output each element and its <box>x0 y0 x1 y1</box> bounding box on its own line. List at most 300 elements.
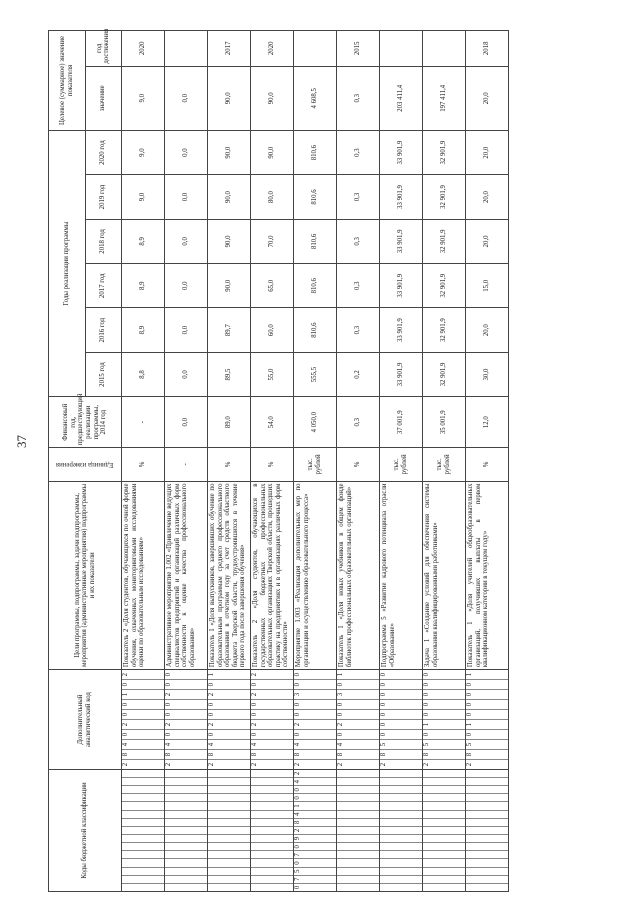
budget-code-digit <box>380 786 422 794</box>
budget-code-digit <box>380 835 422 843</box>
fin-year-value: - <box>122 397 165 448</box>
extra-code-digit: 0 <box>165 730 207 740</box>
budget-code-digit <box>251 819 293 827</box>
program-indicators-table <box>48 30 509 892</box>
budget-code-digit <box>380 794 422 802</box>
extra-code-digit: 1 <box>423 720 465 730</box>
budget-code-digit <box>466 819 508 827</box>
budget-code-digit <box>380 868 422 876</box>
budget-code-cell <box>208 769 251 891</box>
year-value: 55,0 <box>251 352 294 396</box>
budget-code-digit <box>165 876 207 884</box>
budget-code-digit <box>165 786 207 794</box>
table-row <box>208 31 251 892</box>
year-value: 810,6 <box>294 308 337 352</box>
table-row <box>251 31 294 892</box>
budget-code-digit <box>423 876 465 884</box>
budget-code-digit <box>380 843 422 851</box>
budget-code-digit <box>466 835 508 843</box>
budget-code-digit <box>466 851 508 859</box>
header-fin-year: Финансовый год, предшествующий реализации программы, 2014 год <box>49 397 122 448</box>
budget-code-digit <box>122 786 164 794</box>
budget-code-digit <box>380 802 422 810</box>
year-value: 32 901,9 <box>423 308 466 352</box>
budget-code-digit <box>380 859 422 867</box>
extra-code-digit: 2 <box>294 762 301 767</box>
budget-code-digit <box>251 786 293 794</box>
extra-code-digit: 5 <box>466 740 508 750</box>
extra-code-digit: 0 <box>380 680 422 690</box>
extra-code-digit: 3 <box>337 690 379 700</box>
unit-cell: % <box>208 448 251 481</box>
budget-code-digit <box>122 884 164 891</box>
budget-code-digit <box>251 876 293 884</box>
extra-code-digit: 2 <box>208 762 215 767</box>
budget-code-digit <box>251 802 293 810</box>
extra-code-digit: 4 <box>165 740 207 750</box>
budget-code-digit <box>423 802 465 810</box>
budget-code-digit: 4 <box>294 811 336 819</box>
budget-code-digit <box>337 843 379 851</box>
budget-code-digit <box>380 811 422 819</box>
fin-year-value: 54,0 <box>251 397 294 448</box>
year-value: 33 901,9 <box>380 130 423 174</box>
extra-code-digit: 8 <box>251 750 293 760</box>
budget-code-digit <box>337 851 379 859</box>
budget-code-digit <box>208 835 250 843</box>
extra-code-digit: 0 <box>122 680 164 690</box>
year-value: 33 901,9 <box>380 219 423 263</box>
budget-code-digit <box>208 868 250 876</box>
budget-code-digit <box>423 778 465 786</box>
header-year-2020: 2020 год <box>85 130 122 174</box>
budget-code-digit: 7 <box>294 851 336 859</box>
budget-code-digit <box>208 770 250 778</box>
budget-code-cell <box>423 769 466 891</box>
extra-code-digit: 1 <box>337 670 379 680</box>
budget-code-digit <box>337 786 379 794</box>
year-value: 33 901,9 <box>380 308 423 352</box>
year-value: 9,0 <box>122 130 165 174</box>
budget-code-digit <box>208 876 250 884</box>
target-value: 197 411,4 <box>423 66 466 130</box>
year-value: 9,0 <box>122 175 165 219</box>
target-value: 90,0 <box>208 66 251 130</box>
extra-code-cell <box>165 670 208 770</box>
extra-code-digit: 4 <box>337 740 379 750</box>
year-value: 8,9 <box>122 264 165 308</box>
extra-code-digit: 2 <box>423 762 430 767</box>
budget-code-digit <box>165 884 207 891</box>
year-value: 0,0 <box>165 308 208 352</box>
extra-code-digit: 8 <box>423 750 465 760</box>
budget-code-digit <box>251 843 293 851</box>
indicator-description: Показатель 1 «Доля выпускников, завершивших обучение по образовательным программам среднего профессионального образования в отчетном году за счет средств областного бюджета Тверской области, трудоустроившихся в течение первого года после завершения обучения» <box>208 481 251 670</box>
year-value: 60,0 <box>251 308 294 352</box>
extra-code-digit: 0 <box>165 700 207 710</box>
extra-code-cell <box>208 670 251 770</box>
extra-code-digit: 0 <box>423 710 465 720</box>
budget-code-digit <box>423 819 465 827</box>
extra-code-cell <box>380 670 423 770</box>
indicator-description: Показатель 1 «Доля учителей общеобразовательных организаций, получивших выплаты в первом квалификационном категории в текущем году» <box>466 481 509 670</box>
year-value: 90,0 <box>208 219 251 263</box>
budget-code-digit <box>165 811 207 819</box>
budget-code-digit <box>208 811 250 819</box>
budget-code-digit <box>165 843 207 851</box>
fin-year-value: 12,0 <box>466 397 509 448</box>
year-value: 8,9 <box>122 219 165 263</box>
year-value: 0,0 <box>165 352 208 396</box>
extra-code-digit: 0 <box>122 710 164 720</box>
table-row <box>337 31 380 892</box>
year-value: 80,0 <box>251 175 294 219</box>
budget-code-digit <box>337 884 379 891</box>
year-value: 0,0 <box>165 130 208 174</box>
header-unit: Единица измерения <box>49 448 122 481</box>
extra-code-cell <box>294 670 337 770</box>
target-value: 0,0 <box>165 66 208 130</box>
header-year-2017: 2017 год <box>85 264 122 308</box>
budget-code-digit <box>466 843 508 851</box>
budget-code-digit <box>208 819 250 827</box>
budget-code-digit <box>466 770 508 778</box>
extra-code-cell <box>122 670 165 770</box>
extra-code-digit: 0 <box>380 730 422 740</box>
budget-code-digit: 0 <box>294 786 336 794</box>
extra-code-digit: 2 <box>122 670 164 680</box>
budget-code-digit <box>251 811 293 819</box>
extra-code-digit: 0 <box>380 720 422 730</box>
budget-code-digit <box>337 868 379 876</box>
year-value: 0,3 <box>337 130 380 174</box>
header-target-value: значение <box>85 66 122 130</box>
budget-code-digit: 0 <box>294 859 336 867</box>
extra-code-digit: 0 <box>380 710 422 720</box>
extra-code-digit: 8 <box>165 750 207 760</box>
table-row <box>466 31 509 892</box>
budget-code-digit <box>122 778 164 786</box>
year-value: 810,6 <box>294 130 337 174</box>
budget-code-digit <box>423 827 465 835</box>
budget-code-digit <box>165 770 207 778</box>
budget-code-digit <box>251 794 293 802</box>
extra-code-digit: 0 <box>165 680 207 690</box>
unit-cell: % <box>337 448 380 481</box>
year-value: 20,0 <box>466 219 509 263</box>
budget-code-digit <box>208 778 250 786</box>
extra-code-digit: 0 <box>423 730 465 740</box>
target-year <box>423 31 466 67</box>
year-value: 33 901,9 <box>380 264 423 308</box>
target-value: 4 608,5 <box>294 66 337 130</box>
extra-code-digit: 2 <box>165 720 207 730</box>
budget-code-digit <box>208 827 250 835</box>
extra-code-digit: 2 <box>251 762 258 767</box>
extra-code-digit: 0 <box>337 680 379 690</box>
budget-code-digit <box>165 868 207 876</box>
fin-year-value: 35 001,9 <box>423 397 466 448</box>
target-value: 90,0 <box>251 66 294 130</box>
header-extra-code: Дополнительный аналитический код <box>49 670 122 770</box>
target-value: 203 411,4 <box>380 66 423 130</box>
extra-code-digit: 0 <box>466 730 508 740</box>
extra-code-digit: 2 <box>337 720 379 730</box>
extra-code-digit: 2 <box>337 762 344 767</box>
year-value: 89,7 <box>208 308 251 352</box>
extra-code-digit: 0 <box>423 670 465 680</box>
fin-year-value: 37 001,9 <box>380 397 423 448</box>
unit-cell: % <box>251 448 294 481</box>
extra-code-cell <box>337 670 380 770</box>
header-year-2016: 2016 год <box>85 308 122 352</box>
target-value: 9,0 <box>122 66 165 130</box>
target-year: 2015 <box>337 31 380 67</box>
extra-code-digit: 2 <box>380 762 387 767</box>
extra-code-digit: 0 <box>122 730 164 740</box>
year-value: 32 901,9 <box>423 264 466 308</box>
budget-code-digit: 4 <box>294 778 336 786</box>
budget-code-digit: 7 <box>294 876 336 884</box>
indicator-description: Показатель 2 «Доля студентов, обучающихся по очной форме обучения, охваченных мониторинговыми исследованиями оценки по образовательным исследованиям» <box>122 481 165 670</box>
budget-code-digit <box>423 835 465 843</box>
extra-code-digit: 4 <box>122 740 164 750</box>
extra-code-digit: 2 <box>122 720 164 730</box>
budget-code-digit <box>165 859 207 867</box>
extra-code-digit: 0 <box>122 700 164 710</box>
fin-year-value: 4 050,0 <box>294 397 337 448</box>
indicator-description: Мероприятие 1.003 «Реализация дополнительных мер по организации и осуществлению образовательного процесса» <box>294 481 337 670</box>
year-value: 8,8 <box>122 352 165 396</box>
extra-code-digit: 1 <box>466 720 508 730</box>
year-value: 90,0 <box>208 175 251 219</box>
extra-code-digit: 5 <box>423 740 465 750</box>
extra-code-digit: 0 <box>251 710 293 720</box>
budget-code-digit <box>251 868 293 876</box>
budget-code-digit: 2 <box>294 827 336 835</box>
table-row <box>380 31 423 892</box>
budget-code-digit <box>208 843 250 851</box>
year-value: 20,0 <box>466 175 509 219</box>
header-year-2019: 2019 год <box>85 175 122 219</box>
budget-code-digit: 5 <box>294 868 336 876</box>
extra-code-digit: 2 <box>165 690 207 700</box>
budget-code-digit <box>122 819 164 827</box>
extra-code-digit: 8 <box>208 750 250 760</box>
year-value: 8,9 <box>122 308 165 352</box>
extra-code-digit: 0 <box>294 680 336 690</box>
extra-code-digit: 4 <box>208 740 250 750</box>
extra-code-digit: 0 <box>466 700 508 710</box>
budget-code-digit: 0 <box>294 843 336 851</box>
extra-code-cell <box>423 670 466 770</box>
year-value: 0,0 <box>165 264 208 308</box>
year-value: 0,3 <box>337 264 380 308</box>
budget-code-digit <box>251 859 293 867</box>
extra-code-digit: 0 <box>423 700 465 710</box>
budget-code-digit <box>423 770 465 778</box>
year-value: 32 901,9 <box>423 175 466 219</box>
extra-code-digit: 8 <box>294 750 336 760</box>
budget-code-digit <box>208 794 250 802</box>
target-year <box>294 31 337 67</box>
extra-code-digit: 0 <box>165 710 207 720</box>
budget-code-digit <box>165 835 207 843</box>
unit-cell: % <box>122 448 165 481</box>
budget-code-digit <box>337 859 379 867</box>
budget-code-digit <box>466 802 508 810</box>
budget-code-digit <box>466 811 508 819</box>
budget-code-digit <box>122 794 164 802</box>
budget-code-digit <box>251 835 293 843</box>
rotated-table-sheet <box>48 30 640 892</box>
budget-code-digit <box>380 827 422 835</box>
extra-code-digit: 3 <box>294 690 336 700</box>
budget-code-cell <box>380 769 423 891</box>
extra-code-digit: 2 <box>251 670 293 680</box>
indicator-description: Административное мероприятие 1.002 «Привлечение ведущих специалистов предприятий и организаций различных форм собственности к оценке качества профессионального образования» <box>165 481 208 670</box>
budget-code-digit <box>122 851 164 859</box>
extra-code-digit: 2 <box>251 690 293 700</box>
extra-code-digit: 0 <box>380 690 422 700</box>
budget-code-digit <box>122 770 164 778</box>
budget-code-digit <box>423 786 465 794</box>
year-value: 32 901,9 <box>423 352 466 396</box>
extra-code-digit: 0 <box>466 710 508 720</box>
unit-cell: тыс. рублей <box>380 448 423 481</box>
fin-year-value: 0,3 <box>337 397 380 448</box>
table-row <box>122 31 165 892</box>
header-target-group: Целевое (суммарное) значение показателя <box>49 31 86 131</box>
unit-cell: - <box>165 448 208 481</box>
budget-code-digit <box>466 786 508 794</box>
budget-code-digit <box>251 851 293 859</box>
budget-code-digit <box>380 770 422 778</box>
year-value: 810,6 <box>294 175 337 219</box>
budget-code-digit <box>165 802 207 810</box>
year-value: 65,0 <box>251 264 294 308</box>
extra-code-digit: 2 <box>122 762 129 767</box>
budget-code-digit <box>208 786 250 794</box>
header-codes-group: Коды бюджетной классификации <box>49 769 122 891</box>
budget-code-digit <box>208 851 250 859</box>
extra-code-digit: 0 <box>208 730 250 740</box>
extra-code-digit: 2 <box>165 762 172 767</box>
budget-code-digit <box>423 868 465 876</box>
budget-code-digit <box>466 868 508 876</box>
extra-code-digit: 0 <box>423 690 465 700</box>
year-value: 90,0 <box>208 130 251 174</box>
extra-code-digit: 0 <box>208 700 250 710</box>
budget-code-digit <box>251 770 293 778</box>
year-value: 89,5 <box>208 352 251 396</box>
year-value: 0,0 <box>165 175 208 219</box>
extra-code-digit: 0 <box>466 680 508 690</box>
budget-code-digit <box>423 811 465 819</box>
budget-code-digit <box>423 859 465 867</box>
target-year: 2020 <box>122 31 165 67</box>
header-year-2018: 2018 год <box>85 219 122 263</box>
table-row <box>165 31 208 892</box>
target-year: 2017 <box>208 31 251 67</box>
header-target-year: год достижения <box>85 31 122 67</box>
extra-code-digit: 0 <box>337 730 379 740</box>
budget-code-digit: 2 <box>294 770 336 778</box>
extra-code-digit: 8 <box>466 750 508 760</box>
budget-code-digit <box>423 884 465 891</box>
budget-code-digit <box>251 778 293 786</box>
budget-code-digit <box>165 794 207 802</box>
budget-code-digit: 0 <box>294 885 301 890</box>
budget-code-digit <box>122 835 164 843</box>
indicator-description: Показатель 2 «Доля студентов, обучающихся в государственных бюджетных профессиональных образовательных организациях Тверской области, прошедших практику на предприятиях и в организациях различных форм собственности» <box>251 481 294 670</box>
indicator-description: Задача 1 «Создание условий для обеспечения системы образования квалифицированными работниками» <box>423 481 466 670</box>
year-value: 20,0 <box>466 308 509 352</box>
budget-code-digit <box>208 884 250 891</box>
year-value: 90,0 <box>208 264 251 308</box>
budget-code-digit <box>466 859 508 867</box>
budget-code-digit <box>380 778 422 786</box>
unit-cell: тыс. рублей <box>294 448 337 481</box>
extra-code-digit: 2 <box>466 762 473 767</box>
extra-code-digit: 8 <box>380 750 422 760</box>
budget-code-digit <box>122 827 164 835</box>
budget-code-digit <box>337 770 379 778</box>
budget-code-digit <box>466 794 508 802</box>
year-value: 33 901,9 <box>380 175 423 219</box>
year-value: 20,0 <box>466 130 509 174</box>
budget-code-digit <box>380 876 422 884</box>
year-value: 0,3 <box>337 308 380 352</box>
budget-code-digit <box>337 811 379 819</box>
budget-code-cell <box>122 769 165 891</box>
target-year <box>380 31 423 67</box>
budget-code-digit <box>251 884 293 891</box>
year-value: 0,2 <box>337 352 380 396</box>
budget-code-digit <box>423 794 465 802</box>
extra-code-digit: 1 <box>122 690 164 700</box>
budget-code-digit <box>337 819 379 827</box>
extra-code-digit: 2 <box>208 690 250 700</box>
year-value: 70,0 <box>251 219 294 263</box>
budget-code-digit <box>122 859 164 867</box>
budget-code-digit <box>122 868 164 876</box>
budget-code-digit: 1 <box>294 802 336 810</box>
table-body <box>122 31 509 892</box>
year-value: 810,6 <box>294 219 337 263</box>
budget-code-cell <box>165 769 208 891</box>
extra-code-digit: 0 <box>208 710 250 720</box>
extra-code-digit: 2 <box>208 720 250 730</box>
year-value: 32 901,9 <box>423 130 466 174</box>
budget-code-digit <box>466 778 508 786</box>
header-years-group: Годы реализации программы <box>49 130 86 396</box>
unit-cell: тыс. рублей <box>423 448 466 481</box>
budget-code-cell <box>251 769 294 891</box>
extra-code-digit: 0 <box>466 690 508 700</box>
budget-code-digit <box>380 819 422 827</box>
budget-code-digit <box>122 811 164 819</box>
target-year: 2020 <box>251 31 294 67</box>
extra-code-digit: 0 <box>294 710 336 720</box>
extra-code-digit: 2 <box>294 720 336 730</box>
budget-code-digit <box>466 876 508 884</box>
extra-code-digit: 2 <box>251 720 293 730</box>
budget-code-digit <box>122 876 164 884</box>
extra-code-digit: 0 <box>337 710 379 720</box>
year-value: 0,0 <box>165 219 208 263</box>
budget-code-digit <box>251 827 293 835</box>
